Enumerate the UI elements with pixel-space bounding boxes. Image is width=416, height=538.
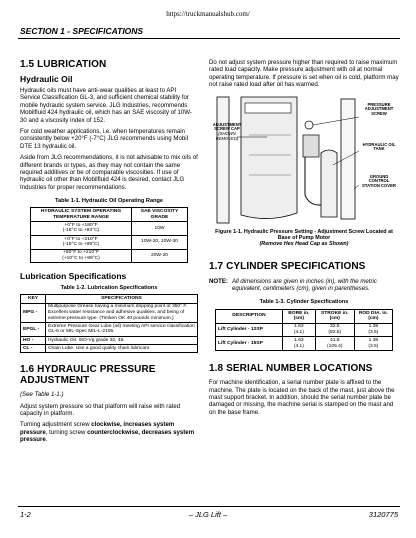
figure-label-oil-tank: HYDRAULIC OIL TANK: [362, 141, 396, 152]
note-label: NOTE:: [209, 278, 228, 286]
table2-header: SPECIFICATIONS: [46, 295, 198, 303]
table-row: [216, 323, 393, 337]
table-cell: Lift Cylinder - 15SP: [216, 337, 283, 351]
table3-header: ROD DIA. in.(cm): [354, 309, 392, 323]
table3-header: STROKE in.(cm): [315, 309, 354, 323]
table-cell: Lift Cylinder - 12SP: [216, 323, 283, 337]
hydraulic-pressure-heading: 1.6 HYDRAULIC PRESSURE ADJUSTMENT: [20, 364, 156, 387]
see-table-note: (See Table 1-1.): [20, 391, 64, 399]
table-row: [21, 344, 198, 352]
text-run-bold: clockwise, increases system pressure: [20, 421, 175, 436]
hydraulic-oil-paragraph-1: Hydraulic oils must have anti-wear qualities at least to API Service Classification GL-3, and sufficient chemical stability for mobile hydraulic system service. JLG Industries, recommends Mobilfluid 424 hydraulic oil, which has an SAE viscosity of 10W-30 and a viscosity index of 152.: [20, 87, 192, 124]
table-cell: 32.5 (82.5): [315, 323, 354, 337]
table-cell: 1.38 (3.5): [354, 323, 392, 337]
table3-header: BORE in.(cm): [283, 309, 316, 323]
hydraulic-pressure-paragraph-2: [20, 421, 198, 443]
table-cell: 10W: [132, 222, 188, 236]
table-row: [21, 303, 198, 322]
table-cell: 1.63 (4.1): [283, 323, 316, 337]
table-row: [21, 322, 198, 336]
figure-caption-note: (Remove Hex Head Cap as Shown): [259, 241, 349, 248]
table-row: [31, 235, 188, 249]
lubrication-spec-heading: Lubrication Specifications: [20, 271, 127, 282]
table1-caption: Table 1-1. Hydraulic Oil Operating Range: [54, 198, 164, 205]
table3-header: DESCRIPTION: [216, 309, 283, 323]
table-cell: Chain Lube. Use a good quality chain lubricant: [46, 344, 198, 352]
oil-range-table: [30, 207, 188, 263]
hydraulic-oil-paragraph-3: Aside from JLG recommendations, it is not advisable to mix oils of different brands or types, as they may not contain the same required additives or be of comparable viscosities. If use of hydraulic oil other than Mobilfluid 424 is desired, contact JLG Industries for proper recommendations.: [20, 154, 198, 191]
table2-caption: Table 1-2. Lubrication Specifications: [60, 285, 158, 292]
table-cell: Hydraulic Oil. ISO-Vg grade 32, 46.: [46, 336, 198, 344]
footer-page-number: 1-2: [20, 510, 31, 519]
pressure-intro-paragraph: Do not adjust system pressure higher than required to raise maximum rated load capacity. Make pressure adjustment with oil at normal operating temperature. If pressure is set when oil is cold, platform may not raise rated load after oil has warmed.: [209, 59, 399, 89]
table-cell: MPG -: [21, 303, 46, 322]
table-row: [21, 336, 198, 344]
source-url: https://truckmanualshub.com/: [166, 10, 250, 18]
hydraulic-oil-heading: Hydraulic Oil: [20, 74, 73, 84]
cylinder-spec-table: [215, 309, 393, 351]
note: [209, 278, 399, 293]
table-cell: Extreme Pressure Gear Lube (oil) meeting API service classification GL-5 or MIL-Spec MIL-L-2105.: [46, 322, 198, 336]
table-row: [31, 222, 188, 236]
pressure-figure: [209, 95, 399, 225]
table-cell: +50°F to +210°F (+10°C to +99°C): [31, 249, 132, 263]
text-run: Turning adjustment screw: [20, 421, 92, 429]
section-header: SECTION 1 - SPECIFICATIONS: [20, 26, 144, 36]
table-cell: +0°F to +210°F (-18°C to +99°C): [31, 235, 132, 249]
text-run-bold: counterclockwise, decreases system pressure: [20, 428, 195, 444]
text-run: , turning screw: [45, 428, 88, 436]
table-cell: +0°F to +180°F (-18°C to +83°C): [31, 222, 132, 236]
serial-number-paragraph: For machine identification, a serial number plate is affixed to the machine. The plate is located on the back of the mast, just above the mast support bracket. In addition, should the serial number plate be damaged or missing, the machine serial is stamped on the mast and on the base frame.: [209, 379, 395, 416]
table-cell: 41.5 (105.4): [315, 337, 354, 351]
figure-label-text: ADJUSTMENT SCREW CAP: [212, 121, 242, 132]
table-cell: 1.38 (3.5): [354, 337, 392, 351]
table-row: [31, 249, 188, 263]
header-rule: [18, 38, 400, 39]
table-cell: Multipurpose Grease having a minimum dripping point of 350° F. Excellent water resistance and adhesive qualities, and being of extreme pressure type. (Timken OK 40 pounds minimum.): [46, 303, 198, 322]
text-run: .: [45, 436, 48, 444]
figure-label-text: (SHOWN REMOVED): [215, 131, 239, 142]
table-cell: 1.63 (4.1): [283, 337, 316, 351]
footer-doc-number: 3120775: [368, 510, 398, 519]
table-cell: 10W-20, 10W-30: [132, 235, 188, 249]
figure-label-adjustment-cap: [211, 123, 243, 142]
hydraulic-pressure-paragraph-1: Adjust system pressure so that platform will raise with rated capacity in platform.: [20, 402, 181, 417]
table-cell: HO -: [21, 336, 46, 344]
left-column: [20, 44, 198, 444]
table-row: [216, 337, 393, 351]
figure-label-pressure-screw: PRESSURE ADJUSTMENT SCREW: [364, 101, 394, 117]
table-cell: EPGL -: [21, 322, 46, 336]
table1-header: SAE VISCOSITY GRADE: [132, 208, 188, 222]
table2-header: KEY: [21, 295, 46, 303]
figure-label-ground-control: GROUND CONTROL STATION COVER: [362, 173, 396, 189]
table1-header: HYDRAULIC SYSTEM OPERATING TEMPERATURE RANGE: [31, 208, 132, 222]
right-column: [209, 44, 399, 416]
lubrication-spec-table: [20, 294, 198, 353]
table-cell: 20W-20: [132, 249, 188, 263]
table-cell: CL -: [21, 344, 46, 352]
cylinder-spec-heading: 1.7 CYLINDER SPECIFICATIONS: [209, 261, 366, 273]
lubrication-heading: 1.5 LUBRICATION: [20, 59, 107, 70]
hydraulic-oil-paragraph-2: For cold weather applications, i.e. when temperatures remain consistently below +20°F (-7°C) JLG recommends using Mobil DTE 13 hydraulic oil.: [20, 128, 188, 150]
serial-number-heading: 1.8 SERIAL NUMBER LOCATIONS: [209, 363, 373, 375]
footer-rule: [18, 506, 400, 507]
table3-caption: Table 1-3. Cylinder Specifications: [259, 298, 349, 305]
note-text: All dimensions are given in inches (in), with the metric equivalent, centimeters (cm), given in parentheses.: [231, 278, 377, 293]
figure-caption: Figure 1-1. Hydraulic Pressure Setting - Adjustment Screw Located at Base of Pump Motor: [215, 228, 393, 241]
footer-center: – JLG Lift –: [188, 510, 228, 519]
